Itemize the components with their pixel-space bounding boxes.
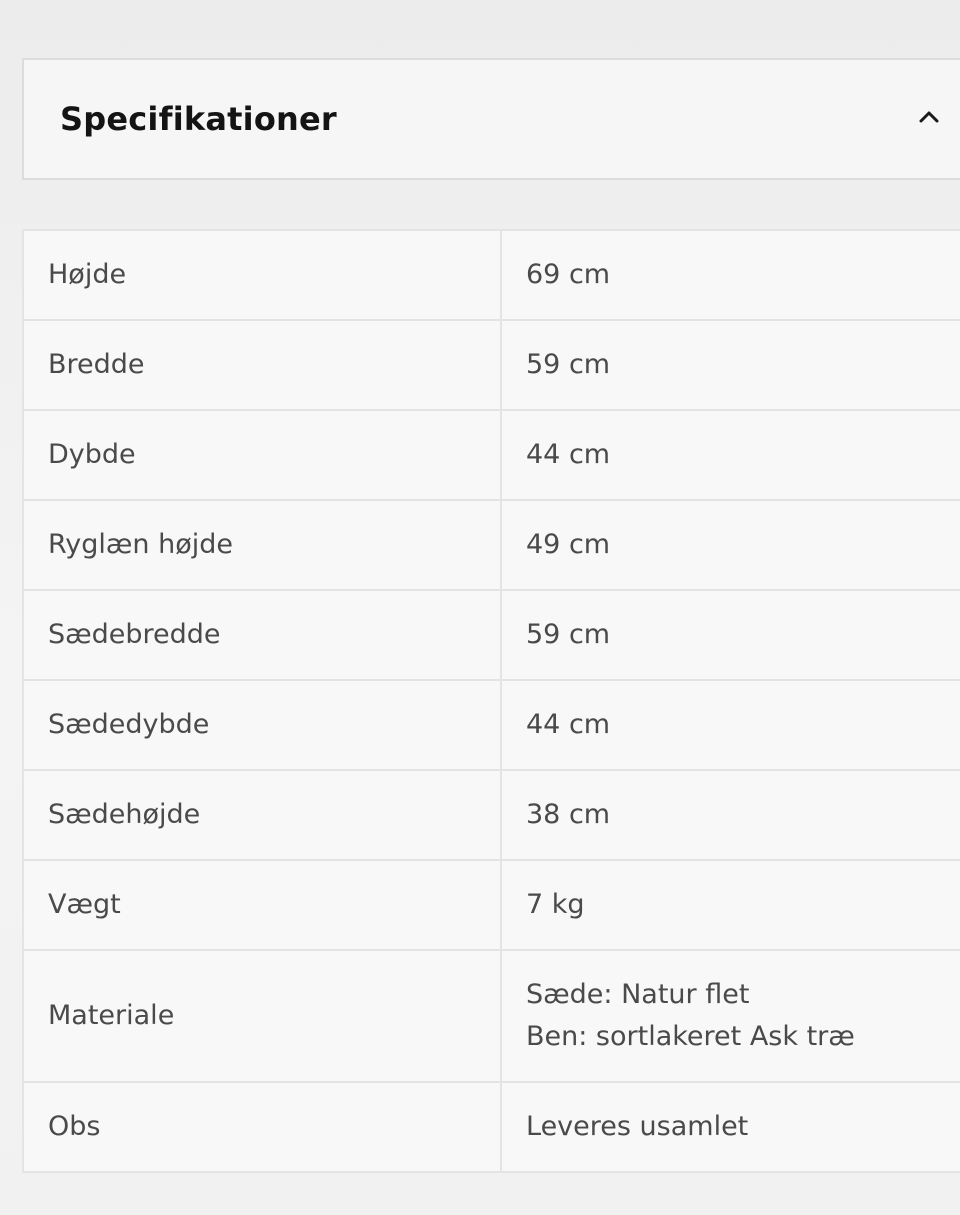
table-row (23, 770, 960, 860)
specifications-table (22, 229, 960, 1173)
spec-label-width: Bredde (23, 320, 501, 410)
spec-value-depth: 44 cm (501, 410, 960, 500)
table-row (23, 320, 960, 410)
chevron-up-icon[interactable] (916, 104, 942, 130)
table-row (23, 680, 960, 770)
spec-label-height: Højde (23, 230, 501, 320)
spec-value-seat-width: 59 cm (501, 590, 960, 680)
table-row (23, 950, 960, 1082)
spec-label-seat-depth: Sædedybde (23, 680, 501, 770)
spec-value-seat-depth: 44 cm (501, 680, 960, 770)
spec-label-depth: Dybde (23, 410, 501, 500)
spec-label-seat-width: Sædebredde (23, 590, 501, 680)
spec-label-seat-height: Sædehøjde (23, 770, 501, 860)
table-row (23, 860, 960, 950)
spec-label-backrest-height: Ryglæn højde (23, 500, 501, 590)
spec-label-note: Obs (23, 1082, 501, 1172)
spec-value-width: 59 cm (501, 320, 960, 410)
specifications-accordion-header[interactable] (22, 58, 960, 180)
spec-value-backrest-height: 49 cm (501, 500, 960, 590)
table-row (23, 1082, 960, 1172)
spec-value-material-legs: Ben: sortlakeret Ask træ (526, 1021, 855, 1052)
spec-value-material (501, 950, 960, 1082)
table-row (23, 410, 960, 500)
spec-value-weight: 7 kg (501, 860, 960, 950)
spec-value-note: Leveres usamlet (501, 1082, 960, 1172)
spec-label-weight: Vægt (23, 860, 501, 950)
table-row (23, 590, 960, 680)
spec-value-seat-height: 38 cm (501, 770, 960, 860)
spec-value-height: 69 cm (501, 230, 960, 320)
spec-label-material: Materiale (23, 950, 501, 1082)
accordion-title: Specifikationer (60, 100, 337, 138)
table-row (23, 500, 960, 590)
table-row (23, 230, 960, 320)
spec-value-material-seat: Sæde: Natur flet (526, 979, 750, 1010)
